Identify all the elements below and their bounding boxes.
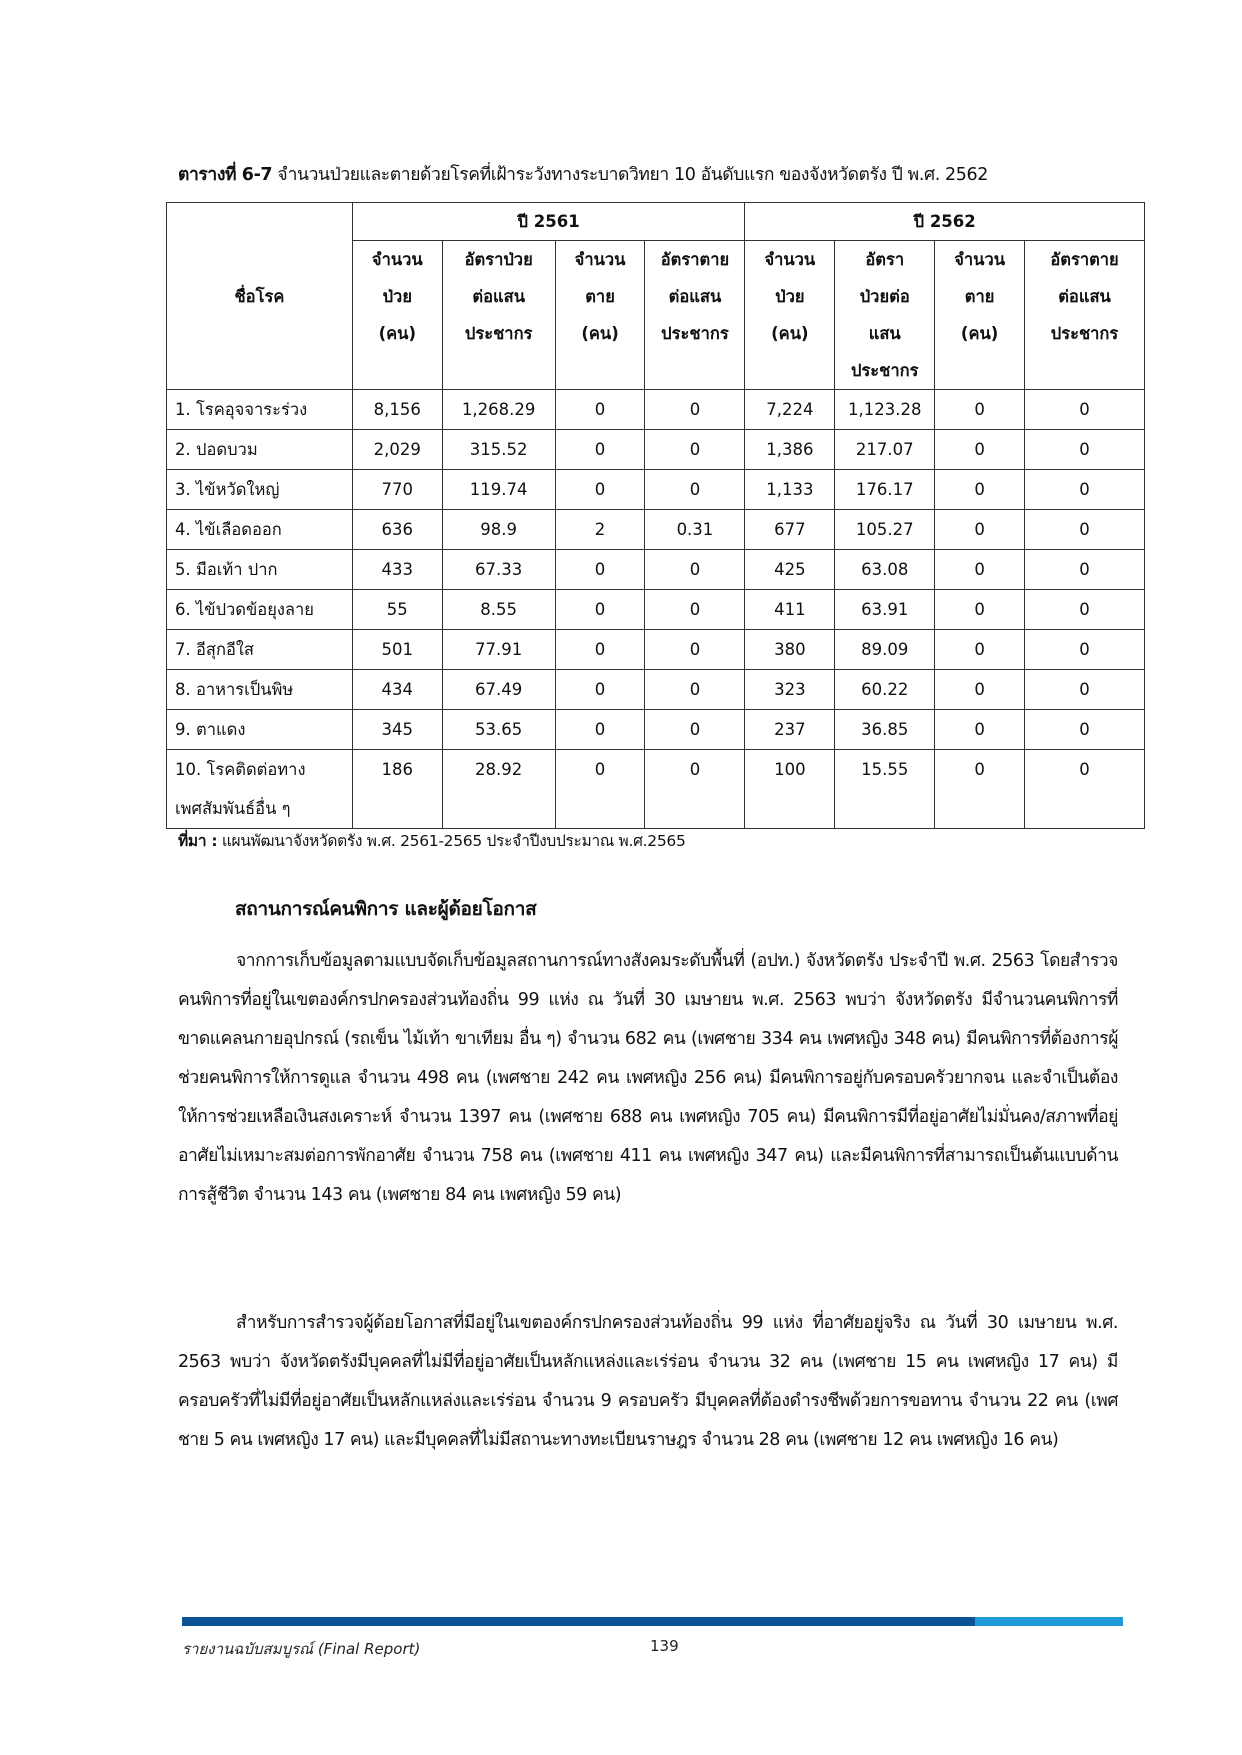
header-metric-line: อัตราป่วย [464, 250, 533, 269]
table-cell: 0 [1025, 630, 1145, 670]
header-metric-line: ประชากร [661, 324, 729, 343]
source-label: ที่มา : [178, 832, 218, 850]
header-metric-line: ประชากร [1050, 324, 1119, 343]
table-cell: 98.9 [442, 510, 555, 550]
header-metric-line: ป่วยต่อ [859, 287, 910, 306]
table-cell: 217.07 [835, 430, 935, 470]
disease-name-cell [167, 670, 353, 710]
disease-name: 5. มือเท้า ปาก [175, 560, 278, 579]
header-metric-line: อัตราตาย [660, 250, 730, 269]
table-cell: 0 [1025, 430, 1145, 470]
table-cell: 63.91 [835, 590, 935, 630]
table-source [178, 828, 686, 853]
table-cell: 2 [555, 510, 645, 550]
table-cell: 425 [745, 550, 835, 590]
header-metric-line: ป่วย [775, 287, 805, 306]
footer-report-title: รายงานฉบับสมบูรณ์ (Final Report) [182, 1640, 421, 1658]
table-caption-text: จำนวนป่วยและตายด้วยโรคที่เฝ้าระวังทางระบาดวิทยา 10 อันดับแรก ของจังหวัดตรัง ปี พ.ศ. 2562 [272, 165, 988, 185]
table-cell: 1,386 [745, 430, 835, 470]
header-metric [745, 241, 835, 390]
header-metric [442, 241, 555, 390]
table-cell: 7,224 [745, 390, 835, 430]
header-metric-line: (คน) [771, 324, 809, 343]
disease-name: 8. อาหารเป็นพิษ [175, 680, 294, 699]
table-cell: 0 [645, 470, 745, 510]
table-cell: 323 [745, 670, 835, 710]
header-metric-line: ป่วย [382, 287, 412, 306]
table-cell: 1,133 [745, 470, 835, 510]
table-cell: 0 [935, 390, 1025, 430]
table-cell: 770 [352, 470, 442, 510]
table-cell: 186 [352, 750, 442, 829]
table-cell: 0 [555, 710, 645, 750]
table-cell: 100 [745, 750, 835, 829]
table-cell: 53.65 [442, 710, 555, 750]
footer-bar-light [975, 1617, 1123, 1626]
header-metric [555, 241, 645, 390]
disease-name: 6. ไข้ปวดข้อยุงลาย [175, 600, 314, 619]
header-metric [645, 241, 745, 390]
header-metric-line: ตาย [585, 287, 615, 306]
table-row [167, 630, 1145, 670]
header-metric-line: ประชากร [850, 361, 919, 380]
disease-name-continued: เพศสัมพันธ์อื่น ๆ [175, 799, 291, 818]
table-cell: 0 [645, 550, 745, 590]
table-cell: 0 [1025, 670, 1145, 710]
table-cell: 433 [352, 550, 442, 590]
disease-name-cell [167, 390, 353, 430]
disease-name: 7. อีสุกอีใส [175, 640, 254, 659]
table-cell: 677 [745, 510, 835, 550]
table-cell: 105.27 [835, 510, 935, 550]
table-row [167, 510, 1145, 550]
table-row [167, 470, 1145, 510]
table-cell: 0 [555, 670, 645, 710]
table-cell: 0 [935, 590, 1025, 630]
table-body [167, 390, 1145, 829]
page-number: 139 [650, 1637, 679, 1655]
table-cell: 0 [1025, 510, 1145, 550]
disease-name-cell [167, 430, 353, 470]
table-cell: 0 [935, 430, 1025, 470]
table-cell: 0 [935, 550, 1025, 590]
table-cell: 0 [1025, 390, 1145, 430]
table-cell: 0 [555, 750, 645, 829]
table-cell: 0 [555, 390, 645, 430]
paragraph-underprivileged-text: สำหรับการสำรวจผู้ด้อยโอกาสที่มีอยู่ในเขตองค์กรปกครองส่วนท้องถิ่น 99 แห่ง ที่อาศัยอยู่จริง ณ วันที่ 30 เมษายน พ.ศ. 2563 พบว่า จังหวัดตรังมีบุคคลที่ไม่มีที่อยู่อาศัยเป็นหลักแหล่งและเร่ร่อน จำนวน 32 คน (เพศชาย 15 คน เพศหญิง 17 คน) มีครอบครัวที่ไม่มีที่อยู่อาศัยเป็นหลักแหล่งและเร่ร่อน จำนวน 9 ครอบครัว มีบุคคลที่ต้องดำรงชีพด้วยการขอทาน จำนวน 22 คน (เพศชาย 5 คน เพศหญิง 17 คน) และมีบุคคลที่ไม่มีสถานะทางทะเบียนราษฎร จำนวน 28 คน (เพศชาย 12 คน เพศหญิง 16 คน) [178, 1313, 1118, 1450]
header-metric [835, 241, 935, 390]
table-cell: 0 [1025, 550, 1145, 590]
table-caption-label: ตารางที่ 6-7 [178, 165, 273, 185]
table-row [167, 710, 1145, 750]
table-cell: 0 [1025, 470, 1145, 510]
header-metric-line: ตาย [964, 287, 995, 306]
header-metric-line: ต่อแสน [1058, 287, 1111, 306]
table-cell: 8,156 [352, 390, 442, 430]
section-heading: สถานการณ์คนพิการ และผู้ด้อยโอกาส [235, 898, 537, 920]
table-cell: 345 [352, 710, 442, 750]
table-cell: 0 [935, 470, 1025, 510]
table-cell: 501 [352, 630, 442, 670]
disease-table [166, 202, 1145, 829]
table-row [167, 750, 1145, 829]
header-metric-line: ต่อแสน [472, 287, 525, 306]
disease-name: 4. ไข้เลือดออก [175, 520, 282, 539]
table-cell: 434 [352, 670, 442, 710]
disease-name-cell [167, 470, 353, 510]
disease-name: 3. ไข้หวัดใหญ่ [175, 480, 280, 499]
disease-name: 10. โรคติดต่อทาง [175, 760, 306, 779]
table-cell: 0 [555, 550, 645, 590]
table-cell: 0 [645, 670, 745, 710]
disease-name: 9. ตาแดง [175, 720, 246, 739]
table-cell: 0 [935, 630, 1025, 670]
disease-name-cell [167, 710, 353, 750]
table-cell: 0 [935, 510, 1025, 550]
table-cell: 0 [935, 750, 1025, 829]
table-cell: 0 [1025, 710, 1145, 750]
header-metric-line: ประชากร [464, 324, 533, 343]
header-year-2562: ปี 2562 [745, 203, 1145, 241]
header-metric-line: อัตราตาย [1050, 250, 1119, 269]
table-cell: 411 [745, 590, 835, 630]
table-cell: 119.74 [442, 470, 555, 510]
source-text: แผนพัฒนาจังหวัดตรัง พ.ศ. 2561-2565 ประจำปีงบประมาณ พ.ศ.2565 [217, 832, 686, 850]
disease-name-cell [167, 510, 353, 550]
table-cell: 8.55 [442, 590, 555, 630]
header-metric-line: จำนวน [574, 250, 626, 269]
table-cell: 0 [645, 590, 745, 630]
table-cell: 89.09 [835, 630, 935, 670]
table-cell: 0 [645, 630, 745, 670]
header-metric [352, 241, 442, 390]
table-row [167, 670, 1145, 710]
paragraph-underprivileged [178, 1304, 1118, 1460]
table-cell: 60.22 [835, 670, 935, 710]
table-row [167, 430, 1145, 470]
table-cell: 0 [555, 630, 645, 670]
table-cell: 0 [555, 470, 645, 510]
header-metric-line: (คน) [960, 324, 999, 343]
table-cell: 2,029 [352, 430, 442, 470]
table-cell: 77.91 [442, 630, 555, 670]
table-cell: 237 [745, 710, 835, 750]
table-cell: 55 [352, 590, 442, 630]
table-header-row-years [167, 203, 1145, 241]
table-cell: 0 [935, 670, 1025, 710]
table-row [167, 590, 1145, 630]
paragraph-disabled-text: จากการเก็บข้อมูลตามแบบจัดเก็บข้อมูลสถานการณ์ทางสังคมระดับพื้นที่ (อปท.) จังหวัดตรัง ประจำปี พ.ศ. 2563 โดยสำรวจคนพิการที่อยู่ในเขตองค์กรปกครองส่วนท้องถิ่น 99 แห่ง ณ วันที่ 30 เมษายน พ.ศ. 2563 พบว่า จังหวัดตรัง มีจำนวนคนพิการที่ขาดแคลนกายอุปกรณ์ (รถเข็น ไม้เท้า ขาเทียม อื่น ๆ) จำนวน 682 คน (เพศชาย 334 คน เพศหญิง 348 คน) มีคนพิการที่ต้องการผู้ช่วยคนพิการให้การดูแล จำนวน 498 คน (เพศชาย 242 คน เพศหญิง 256 คน) มีคนพิการอยู่กับครอบครัวยากจน และจำเป็นต้องให้การช่วยเหลือเงินสงเคราะห์ จำนวน 1397 คน (เพศชาย 688 คน เพศหญิง 705 คน) มีคนพิการมีที่อยู่อาศัยไม่มั่นคง/สภาพที่อยู่อาศัยไม่เหมาะสมต่อการพักอาศัย จำนวน 758 คน (เพศชาย 411 คน เพศหญิง 347 คน) และมีคนพิการที่สามารถเป็นต้นแบบด้านการสู้ชีวิต จำนวน 143 คน (เพศชาย 84 คน เพศหญิง 59 คน) [178, 951, 1118, 1205]
table-row [167, 390, 1145, 430]
table-cell: 1,268.29 [442, 390, 555, 430]
paragraph-disabled [178, 942, 1118, 1215]
table-caption [178, 160, 1138, 188]
table-cell: 67.49 [442, 670, 555, 710]
header-metric-line: จำนวน [764, 250, 816, 269]
header-metric-line: แสน [868, 324, 901, 343]
table-cell: 1,123.28 [835, 390, 935, 430]
table-cell: 0 [1025, 750, 1145, 829]
table-cell: 63.08 [835, 550, 935, 590]
table-cell: 315.52 [442, 430, 555, 470]
table-cell: 0 [645, 710, 745, 750]
header-metric-line: (คน) [581, 324, 619, 343]
table-cell: 67.33 [442, 550, 555, 590]
table-cell: 176.17 [835, 470, 935, 510]
disease-name-cell [167, 550, 353, 590]
table-cell: 0 [935, 710, 1025, 750]
disease-name: 2. ปอดบวม [175, 440, 258, 459]
disease-name-cell [167, 750, 353, 829]
table-cell: 0 [645, 750, 745, 829]
table-cell: 0 [1025, 590, 1145, 630]
header-metric-line: จำนวน [371, 250, 423, 269]
disease-name-cell [167, 590, 353, 630]
table-cell: 0 [645, 390, 745, 430]
header-metric [935, 241, 1025, 390]
table-cell: 36.85 [835, 710, 935, 750]
table-row [167, 550, 1145, 590]
table-cell: 15.55 [835, 750, 935, 829]
header-disease-name: ชื่อโรค [167, 203, 353, 390]
header-metric-line: (คน) [378, 324, 416, 343]
table-cell: 0 [555, 430, 645, 470]
table-cell: 0 [555, 590, 645, 630]
header-metric-line: ต่อแสน [668, 287, 722, 306]
header-metric [1025, 241, 1145, 390]
table-cell: 0 [645, 430, 745, 470]
table-cell: 636 [352, 510, 442, 550]
table-cell: 0.31 [645, 510, 745, 550]
header-year-2561: ปี 2561 [352, 203, 745, 241]
footer-bar-dark [182, 1617, 975, 1626]
table-cell: 28.92 [442, 750, 555, 829]
header-metric-line: อัตรา [865, 250, 905, 269]
header-metric-line: จำนวน [954, 250, 1005, 269]
table-cell: 380 [745, 630, 835, 670]
disease-name-cell [167, 630, 353, 670]
disease-name: 1. โรคอุจจาระร่วง [175, 400, 308, 419]
